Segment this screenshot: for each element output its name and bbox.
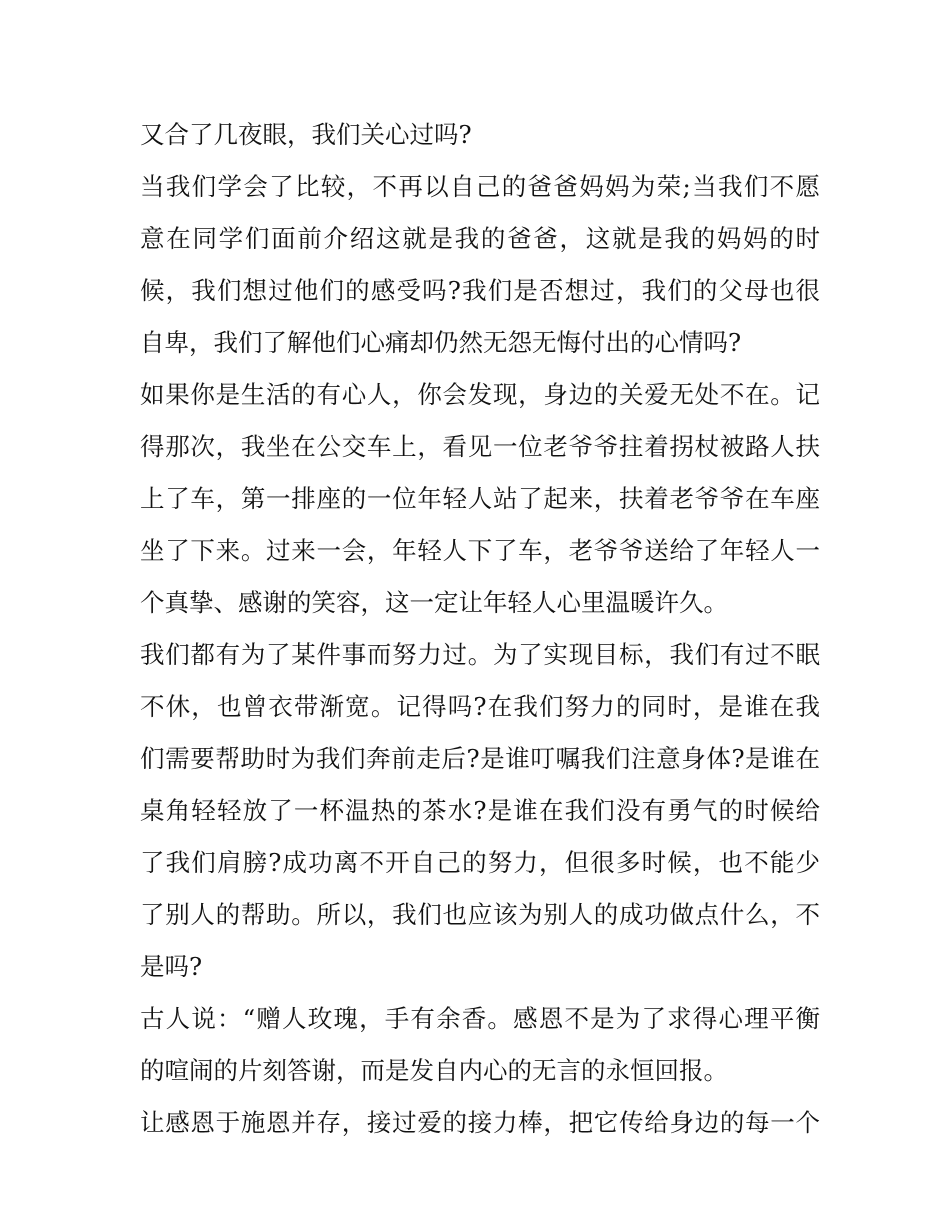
text-line: 古人说：“赠人玫瑰，手有余香。感恩不是为了求得心理平衡 — [140, 1004, 820, 1033]
text-line: 是吗? — [140, 952, 203, 981]
text-line: 桌角轻轻放了一杯温热的茶水?是谁在我们没有勇气的时候给 — [140, 796, 820, 825]
text-line: 了我们肩膀?成功离不开自己的努力，但很多时候，也不能少 — [140, 848, 820, 877]
text-line: 自卑，我们了解他们心痛却仍然无怨无悔付出的心情吗? — [140, 328, 742, 357]
text-line: 让感恩于施恩并存，接过爱的接力棒，把它传给身边的每一个 — [140, 1108, 820, 1137]
body-text — [140, 109, 820, 1149]
text-line: 坐了下来。过来一会，年轻人下了车，老爷爷送给了年轻人一 — [140, 536, 820, 565]
text-line: 们需要帮助时为我们奔前走后?是谁叮嘱我们注意身体?是谁在 — [140, 744, 820, 773]
text-line: 如果你是生活的有心人，你会发现，身边的关爱无处不在。记 — [140, 380, 820, 409]
text-line: 不休，也曾衣带渐宽。记得吗?在我们努力的同时，是谁在我 — [140, 692, 820, 721]
text-line: 个真挚、感谢的笑容，这一定让年轻人心里温暖许久。 — [140, 588, 728, 617]
text-line: 候，我们想过他们的感受吗?我们是否想过，我们的父母也很 — [140, 276, 820, 305]
text-line: 又合了几夜眼，我们关心过吗? — [140, 120, 472, 149]
text-line: 的喧闹的片刻答谢，而是发自内心的无言的永恒回报。 — [140, 1056, 728, 1085]
text-line: 当我们学会了比较，不再以自己的爸爸妈妈为荣;当我们不愿 — [140, 172, 820, 201]
text-line: 意在同学们面前介绍这就是我的爸爸，这就是我的妈妈的时 — [140, 224, 820, 253]
text-line: 我们都有为了某件事而努力过。为了实现目标，我们有过不眠 — [140, 640, 820, 669]
text-line: 上了车，第一排座的一位年轻人站了起来，扶着老爷爷在车座 — [140, 484, 820, 513]
text-line: 得那次，我坐在公交车上，看见一位老爷爷拄着拐杖被路人扶 — [140, 432, 820, 461]
text-line: 了别人的帮助。所以，我们也应该为别人的成功做点什么，不 — [140, 900, 820, 929]
